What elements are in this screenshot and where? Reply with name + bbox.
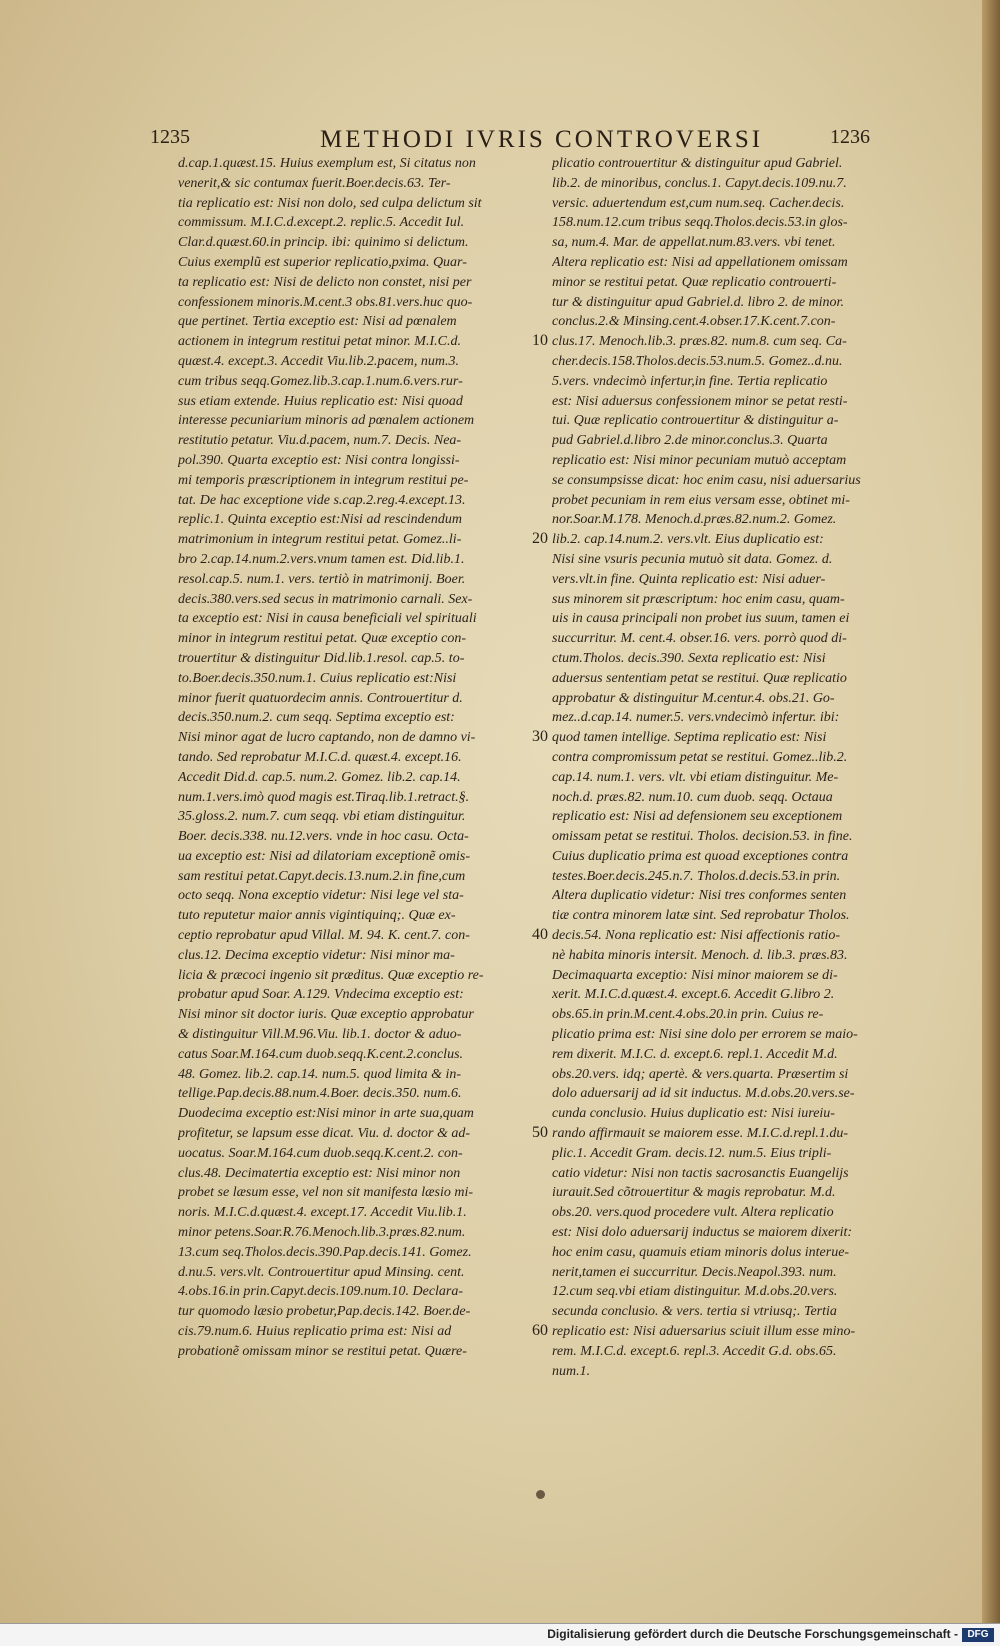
text-line: sus etiam extende. Huius replicatio est: Nisi quoad [178,393,463,409]
text-line: probet se læsum esse, vel non sit manifesta læsio mi- [178,1185,474,1201]
text-line: 12.cum seq.vbi etiam distinguitur. M.d.obs.20.vers. [552,1284,838,1300]
text-line: Altera duplicatio videtur: Nisi tres conformes senten [552,888,847,904]
text-line: Decimaquarta exceptio: Nisi minor maiorem se di- [552,967,838,983]
text-line: hoc enim casu, quamuis etiam minoris dolus interue- [552,1244,850,1260]
text-line: Cuius exemplũ est superior replicatio,pxima. Quar- [178,254,467,270]
text-line: clus.48. Decimatertia exceptio est: Nisi minor non [178,1165,461,1181]
text-line: Duodecima exceptio est:Nisi minor in arte sua,quam [178,1106,474,1122]
text-line: tiæ contra minorem latæ sint. Sed reprobatur Tholos. [552,908,850,924]
text-line: mez..d.cap.14. numer.5. vers.vndecimò infertur. ibi: [552,710,840,726]
text-line: Accedit Did.d. cap.5. num.2. Gomez. lib.2. cap.14. [178,769,461,785]
text-line: nerit,tamen ei succurritur. Decis.Neapol.393. num. [552,1264,837,1280]
text-line: clus.12. Decima exceptio videtur: Nisi minor ma- [178,947,455,963]
text-line: xerit. M.I.C.d.quæst.4. except.6. Accedit G.libro 2. [552,987,835,1003]
text-line: cap.14. num.1. vers. vlt. vbi etiam distinguitur. Me- [552,769,839,785]
text-line: decis.54. Nona replicatio est: Nisi affectionis ratio- [552,928,841,944]
text-line: approbatur & distinguitur M.centur.4. obs.21. Go- [552,690,835,706]
text-line: actionem in integrum restitui petat minor. M.I.C.d. [178,334,461,350]
text-line: Clar.d.quæst.60.in princip. ibi: quinimo si delictum. [178,235,469,251]
running-title: METHODI IVRIS CONTROVERSI [320,126,764,153]
text-line: tellige.Pap.decis.88.num.4.Boer. decis.350. num.6. [178,1086,462,1102]
text-line: & distinguitur Vill.M.96.Viu. lib.1. doctor & aduo- [178,1027,462,1043]
text-line: omissam petat se restitui. Tholos. decision.53. in fine. [552,829,853,845]
text-line: 48. Gomez. lib.2. cap.14. num.5. quod limita & in- [178,1066,462,1082]
text-line: probatur apud Soar. A.129. Vndecima exceptio est: [178,987,464,1003]
text-line: trouertitur & distinguitur Did.lib.1.resol. cap.5. to- [178,650,465,666]
text-line: 5.vers. vndecimò infertur,in fine. Tertia replicatio [552,373,828,389]
text-line: uocatus. Soar.M.164.cum duob.seqq.K.cent.2. con- [178,1145,463,1161]
text-line: Altera replicatio est: Nisi ad appellationem omissam [552,254,848,270]
text-line: rem. M.I.C.d. except.6. repl.3. Accedit G.d. obs.65. [552,1343,837,1359]
text-line: minor petens.Soar.R.76.Menoch.lib.3.præs.82.num. [178,1225,466,1241]
text-line: est: Nisi dolo aduersarij inductus se maiorem dixerit: [552,1225,853,1241]
text-line: lib.2. de minoribus, conclus.1. Capyt.decis.109.nu.7. [552,175,847,191]
text-line: replicatio est: Nisi minor pecuniam mutuò acceptam [552,452,847,468]
text-line: num.1.vers.imò quod magis est.Tiraq.lib.1.retract.§. [178,789,470,805]
text-line: cunda conclusio. Huius duplicatio est: Nisi iureiu- [552,1106,835,1122]
text-line: noch.d. præs.82. num.10. cum duob. seqq. Octaua [552,789,833,805]
text-line: bro 2.cap.14.num.2.vers.vnum tamen est. Did.lib.1. [178,551,465,567]
text-line: licia & præcoci ingenio sit præditus. Quæ exceptio re- [178,967,484,983]
text-line: tur quomodo læsio probetur,Pap.decis.142. Boer.de- [178,1304,471,1320]
line-number: 60 [532,1322,548,1340]
text-line: plicatio controuertitur & distinguitur apud Gabriel. [552,156,843,171]
text-line: Nisi sine vsuris pecunia mutuò sit data. Gomez. d. [552,551,833,567]
text-line: d.cap.1.quæst.15. Huius exemplum est, Si citatus non [178,156,476,171]
footer-bar [0,1623,1000,1646]
line-number: 40 [532,926,548,944]
text-line: clus.17. Menoch.lib.3. præs.82. num.8. cum seq. Ca- [552,334,847,350]
text-line: Nisi minor sit doctor iuris. Quæ exceptio approbatur [178,1007,474,1023]
text-line: quod tamen intellige. Septima replicatio est: Nisi [552,730,827,746]
text-line: profitetur, se lapsum esse dicat. Viu. d. doctor & ad- [178,1126,471,1142]
text-line: mi temporis præscriptionem in integrum restitui pe- [178,472,469,488]
text-line: to.Boer.decis.350.num.1. Cuius replicatio est:Nisi [178,670,457,686]
text-line: Nisi minor agat de lucro captando, non de damno vi- [178,730,476,746]
text-line: Boer. decis.338. nu.12.vers. vnde in hoc casu. Octa- [178,829,469,845]
text-line: 13.cum seq.Tholos.decis.390.Pap.decis.141. Gomez. [178,1244,472,1260]
text-line: uis in causa principali non probet ius suum, tamen ei [552,611,850,627]
text-line: resol.cap.5. num.1. vers. tertiò in matrimonij. Boer. [178,571,466,587]
text-line: dolo aduersarij ad id sit inductus. M.d.obs.20.vers.se- [552,1086,855,1102]
text-line: nor.Soar.M.178. Menoch.d.præs.82.num.2. Gomez. [552,512,837,528]
text-line: tat. De hac exceptione vide s.cap.2.reg.4.except.13. [178,492,466,508]
text-line: que pertinet. Tertia exceptio est: Nisi ad pœnalem [178,314,457,330]
text-line: restitutio petatur. Viu.d.pacem, num.7. Decis. Nea- [178,433,462,449]
text-line: catio videtur: Nisi non tactis sacrosanctis Euangelijs [552,1165,849,1181]
page-number-left: 1235 [150,126,190,148]
text-line: aduersus sententiam petat se restitui. Quæ replicatio [552,670,847,686]
funding-notice: Digitalisierung gefördert durch die Deutsche Forschungsgemeinschaft - [547,1627,958,1641]
text-line: probationẽ omissam minor se restitui petat. Quære- [178,1343,467,1359]
line-number: 50 [532,1124,548,1142]
text-line: commissum. M.I.C.d.except.2. replic.5. Accedit Iul. [178,215,465,231]
text-line: obs.20. vers.quod procedere vult. Altera replicatio [552,1205,834,1221]
text-line: vers.vlt.in fine. Quinta replicatio est: Nisi aduer- [552,571,826,587]
text-line: interesse pecuniarium minoris ad pœnalem actionem [178,413,475,429]
text-line: ta exceptio est: Nisi in causa beneficiali vel spirituali [178,611,477,627]
text-line: replicatio est: Nisi ad defensionem seu exceptionem [552,809,843,825]
text-line: est: Nisi aduersus confessionem minor se petat resti- [552,393,848,409]
text-line: se consumpsisse dicat: hoc enim casu, nisi aduersarius [552,472,861,488]
text-line: pud Gabriel.d.libro 2.de minor.conclus.3. Quarta [552,433,828,449]
page-edge [982,0,1000,1646]
text-line: tui. Quæ replicatio controuertitur & distinguitur a- [552,413,839,429]
text-line: iurauit.Sed cõtrouertitur & magis reprobatur. M.d. [552,1185,836,1201]
text-line: decis.350.num.2. cum seqq. Septima exceptio est: [178,710,455,726]
text-line: lib.2. cap.14.num.2. vers.vlt. Eius duplicatio est: [552,532,824,548]
text-line: cis.79.num.6. Huius replicatio prima est: Nisi ad [178,1324,452,1340]
text-line: plicatio prima est: Nisi sine dolo per errorem se maio- [552,1027,858,1043]
text-line: minor se restitui petat. Quæ replicatio controuerti- [552,274,837,290]
text-line: succurritur. M. cent.4. obser.16. vers. porrò quod di- [552,631,847,647]
text-line: obs.20.vers. idq; apertè. & vers.quarta. Præsertim si [552,1066,849,1082]
ink-spot [536,1490,545,1499]
text-line: d.nu.5. vers.vlt. Controuertitur apud Minsing. cent. [178,1264,465,1280]
text-line: pol.390. Quarta exceptio est: Nisi contra longissi- [178,452,460,468]
text-line: quæst.4. except.3. Accedit Viu.lib.2.pacem, num.3. [178,353,459,369]
text-line: testes.Boer.decis.245.n.7. Tholos.d.decis.53.in prin. [552,868,841,884]
text-line: rem dixerit. M.I.C. d. except.6. repl.1. Accedit M.d. [552,1046,838,1062]
text-line: plic.1. Accedit Gram. decis.12. num.5. Eius tripli- [552,1145,832,1161]
text-line: obs.65.in prin.M.cent.4.obs.20.in prin. Cuius re- [552,1007,824,1023]
text-line: versic. aduertendum est,cum num.seq. Cacher.decis. [552,195,845,211]
text-line: minor fuerit quatuordecim annis. Controuertitur d. [178,690,463,706]
text-line: num.1. [552,1363,591,1379]
line-number: 10 [532,332,548,350]
text-line: nè habita minoris intersit. Menoch. d. lib.3. præs.83. [552,947,848,963]
text-line: sa, num.4. Mar. de appellat.num.83.vers. vbi tenet. [552,235,836,251]
text-line: 158.num.12.cum tribus seqq.Tholos.decis.53.in glos- [552,215,848,231]
text-line: tando. Sed reprobatur M.I.C.d. quæst.4. except.16. [178,749,462,765]
text-line: contra compromissum petat se restitui. Gomez..lib.2. [552,749,848,765]
text-line: Cuius duplicatio prima est quoad exceptiones contra [552,848,849,864]
right-text-column [552,154,904,1381]
text-line: replic.1. Quinta exceptio est:Nisi ad rescindendum [178,512,462,528]
text-line: tuto reputetur maior annis vigintiquinq;. Quæ ex- [178,908,456,924]
text-line: sam restitui petat.Capyt.decis.13.num.2.in fine,cum [178,868,466,884]
text-line: matrimonium in integrum restitui petat. Gomez..li- [178,532,462,548]
text-line: 35.gloss.2. num.7. cum seqq. vbi etiam distinguitur. [178,809,466,825]
text-line: confessionem minoris.M.cent.3 obs.81.vers.huc quo- [178,294,473,310]
left-text-column [178,154,530,1362]
text-line: replicatio est: Nisi aduersarius sciuit illum esse mino- [552,1324,856,1340]
text-line: 4.obs.16.in prin.Capyt.decis.109.num.10. Declara- [178,1284,464,1300]
text-line: catus Soar.M.164.cum duob.seqq.K.cent.2.conclus. [178,1046,464,1062]
text-line: secunda conclusio. & vers. tertia si vtriusq;. Tertia [552,1304,837,1320]
text-line: ta replicatio est: Nisi de delicto non constet, nisi per [178,274,472,290]
text-line: ua exceptio est: Nisi ad dilatoriam exceptionẽ omis- [178,848,470,864]
text-line: ctum.Tholos. decis.390. Sexta replicatio est: Nisi [552,650,826,666]
line-number-gutter [532,154,552,1354]
text-line: cher.decis.158.Tholos.decis.53.num.5. Gomez..d.nu. [552,353,843,369]
text-line: octo seqq. Nona exceptio videtur: Nisi lege vel sta- [178,888,464,904]
text-line: ceptio reprobatur apud Villal. M. 94. K. cent.7. con- [178,928,470,944]
line-number: 20 [532,530,548,548]
text-line: probet pecuniam in rem eius versam esse, obtinet mi- [552,492,850,508]
text-line: decis.380.vers.sed secus in matrimonio carnali. Sex- [178,591,473,607]
text-line: noris. M.I.C.d.quæst.4. except.17. Accedit Viu.lib.1. [178,1205,467,1221]
text-line: venerit,& sic contumax fuerit.Boer.decis.63. Ter- [178,175,451,191]
text-line: sus minorem sit præscriptum: hoc enim casu, quam- [552,591,845,607]
text-line: rando affirmauit se maiorem esse. M.I.C.d.repl.1.du- [552,1126,849,1142]
text-line: cum tribus seqq.Gomez.lib.3.cap.1.num.6.vers.rur- [178,373,463,389]
text-line: tia replicatio est: Nisi non dolo, sed culpa delictum sit [178,195,482,211]
text-line: minor in integrum restitui petat. Quæ exceptio con- [178,631,466,647]
text-line: conclus.2.& Minsing.cent.4.obser.17.K.cent.7.con- [552,314,836,330]
dfg-logo: DFG [962,1628,994,1642]
text-line: tur & distinguitur apud Gabriel.d. libro 2. de minor. [552,294,844,310]
page-number-right: 1236 [830,126,870,148]
line-number: 30 [532,728,548,746]
